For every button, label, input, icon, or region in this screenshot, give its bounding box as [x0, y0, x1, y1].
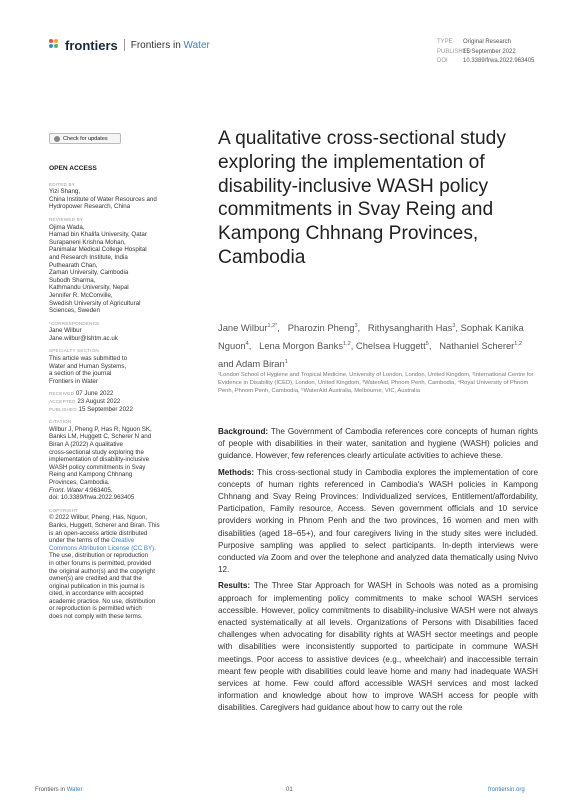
correspondence-email[interactable]: Jane.wilbur@lshtm.ac.uk	[49, 334, 118, 342]
abstract-background: Background: The Government of Cambodia references core concepts of human rights of people with disabilities in their water, sanitation and hygiene (WASH) policies and guidance. However, few references clearly articulate activities to achieve these.	[218, 427, 538, 461]
check-for-updates-button[interactable]: Check for updates	[49, 133, 121, 144]
author[interactable]: Nathaniel Scherer$^{1,2}$	[439, 340, 522, 352]
reviewed-by: Ojima Wada, Hamad bin Khalifa University, Qatar Surapaneni Krishna Mohan, Panimalar Medical College Hospital and Research Institute, India Puthearath Chan, Zaman University, Cambodia Subodh Sharma, Kathmandu University, Nepal Jennifer R. McConville, Swedish University of Agricultural Sciences, Sweden	[49, 223, 147, 315]
open-access-label: OPEN ACCESS	[49, 165, 97, 172]
author[interactable]: Rithysangharith Has$^3$	[367, 322, 456, 334]
doi-link[interactable]: 10.3389/frwa.2022.963405	[463, 58, 535, 64]
copyright: © 2022 Wilbur, Pheng, Has, Nguon, Banks, Huggett, Scherer and Biran. This is an open-access article distributed under the terms of the Creative Commons Attribution License (CC BY). The use, distribution or reproduction in other forums is permitted, provided the original author(s) and the copyright owner(s) are credited and that the original publication in this journal is cited, in accordance with accepted academic practice. No use, distribution or reproduction is permitted which does not comply with these terms.	[49, 514, 185, 620]
author[interactable]: Jane Wilbur$^{1,2*}$	[218, 322, 278, 334]
footer-journal: Frontiers in Water	[35, 787, 83, 793]
brand-name: frontiers	[65, 37, 118, 53]
citation-doi[interactable]: doi: 10.3389/frwa.2022.963405	[49, 494, 135, 502]
specialty-section: This article was submitted to Water and Human Systems, a section of the journal Frontiers in Water	[49, 355, 128, 385]
footer-site-link[interactable]: frontiersin.org	[488, 787, 525, 793]
article-dates: RECEIVED 07 June 2022 ACCEPTED 23 August 2022 PUBLISHED 15 September 2022	[49, 390, 133, 413]
author[interactable]: Sophak Kanika Nguon$^4$	[218, 322, 524, 352]
author[interactable]: Adam Biran$^1$	[235, 358, 288, 370]
article-meta: TYPE Original Research PUBLISHED15 September 2022 DOI 10.3389/frwa.2022.963405	[437, 39, 535, 64]
author-list: Jane Wilbur$^{1,2*}$, Pharozin Pheng$^3$, Rithysangharith Has$^3$, Sophak Kanika Nguon$^4$, Lena Morgon Banks$^{1,2}$, Chelsea Huggett$^5$, Nathaniel Scherer$^{1,2}$ and Adam Biran$^1$	[218, 322, 524, 370]
article-sidebar: OPEN ACCESS EDITED BY Yizi Shang, China Institute of Water Resources and Hydropower Research, China REVIEWED BY Ojima Wada, Hamad bin Khalifa University, Qatar Surapaneni Krishna Mohan, Panimalar Medical College Hospital and Research Institute, India Puthearath Chan, Zaman University, Cambodia Subodh Sharma, Kathmandu University, Nepal Jennifer R. McConville, Swedish University of Agricultural Sciences, Sweden *CORRESPONDENCE Jane Wilbur Jane.wilbur@lshtm.ac.uk SPECIALTY SECTION This article was submitted to Water and Human Systems, a section of the journal Frontiers in Water RECEIVED 07 June 2022 ACCEPTED 23 August 2022 PUBLISHED 15 September 2022 CITATION Wilbur J, Pheng P, Has R, Nguon SK, Banks LM, Huggett C, Scherer N and Biran A (2022) A qualitative cross-sectional study exploring the implementation of disability-inclusive WASH policy commitments in Svay Reing and Kampong Chhnang Provinces, Cambodia. Front. Water 4:963405. doi: 10.3389/frwa.2022.963405 COPYRIGHT © 2022 Wilbur, Pheng, Has, Nguon, Banks, Huggett, Scherer and Biran. This is an open-access article distributed under the terms of the Creative Commons Attribution License (CC BY). The use, distribution or reproduction in other forums is permitted, provided the original author(s) and the copyright owner(s) are credited and that the original publication in this journal is cited, in accordance with accepted academic practice. No use, distribution or reproduction is permitted which does not comply with these terms.	[49, 165, 185, 624]
cc-by-link[interactable]: Creative	[111, 537, 135, 545]
update-icon	[54, 136, 60, 142]
page-number: 01	[286, 787, 293, 793]
affiliations: ¹London School of Hygiene and Tropical Medicine, University of London, London, United Kingdom, ²International Centre for Evidence in Disability (ICED), London, United Kingdom, ³WaterAid, Phnom Penh, Cambodia, ⁴Royal University of Phnom Penh, Phnom Penh, Cambodia, ⁵WaterAid Australia, Melbourne, VIC, Australia	[218, 372, 534, 395]
abstract-results: Results: The Three Star Approach for WASH in Schools was noted as a promising approach for implementing policy commitments to make school WASH services accessible. However, policy commitments to disability-inclusive WASH were not always enacted systematically at all levels. Organizations of Persons with Disabilities faced challenges when advocating for disability rights at WASH sector meetings and people with disabilities were inconsistently supported to participate in commune WASH meetings. Poor access to assistive devices (e.g., wheelchair) and inaccessible terrain meant few people with disabilities could leave home and many had inadequate WASH services at home. Few could afford accessible WASH services and most lacked information and knowledge about how to improve WASH access for people with disabilities. Caregivers had guidance about how to carry out the role	[218, 581, 538, 713]
author[interactable]: Pharozin Pheng$^3$	[287, 322, 358, 334]
correspondence: Jane Wilbur Jane.wilbur@lshtm.ac.uk	[49, 327, 185, 342]
page-footer	[0, 787, 571, 797]
journal-name: Frontiers in Water	[130, 39, 210, 51]
citation: Wilbur J, Pheng P, Has R, Nguon SK, Banks LM, Huggett C, Scherer N and Biran A (2022) A qualitative cross-sectional study exploring the implementation of disability-inclusive WASH policy commitments in Svay Reing and Kampong Chhnang Provinces, Cambodia. Front. Water 4:963405. doi: 10.3389/frwa.2022.963405	[49, 426, 185, 502]
article-title: A qualitative cross-sectional study exploring the implementation of disability-inclusive WASH policy commitments in Svay Reing and Kampong Chhnang Provinces, Cambodia	[218, 128, 506, 268]
abstract-methods: Methods: This cross-sectional study in Cambodia explores the implementation of core concepts of human rights referenced in Cambodia's WASH policies in Kampong Chhnang and Svay Reing Provinces: Individualized services, Entitlement/affordability, Participation, Family resource, Access. Seven government officials and 10 service providers working in Phnom Penh and the two provinces, 16 women and men with disabilities (aged 18–65+), and four caregivers living in the study sites were included. Purposive sampling was applied to select participants. In-depth interviews were conducted via Zoom and over the telephone and analyzed data thematically using Nvivo 12.	[218, 467, 538, 575]
author[interactable]: Lena Morgon Banks$^{1,2}$	[259, 340, 351, 352]
abstract	[218, 426, 538, 719]
frontiers-logo[interactable]	[49, 36, 210, 54]
page-header	[49, 36, 539, 76]
author[interactable]: Chelsea Huggett$^5$	[355, 340, 429, 352]
frontiers-logo-icon	[49, 39, 61, 51]
cc-by-link-cont[interactable]: Commons Attribution License (CC BY).	[49, 544, 156, 552]
logo-divider	[124, 39, 125, 51]
edited-by: Yizi Shang, China Institute of Water Resources and Hydropower Research, China	[49, 188, 157, 211]
